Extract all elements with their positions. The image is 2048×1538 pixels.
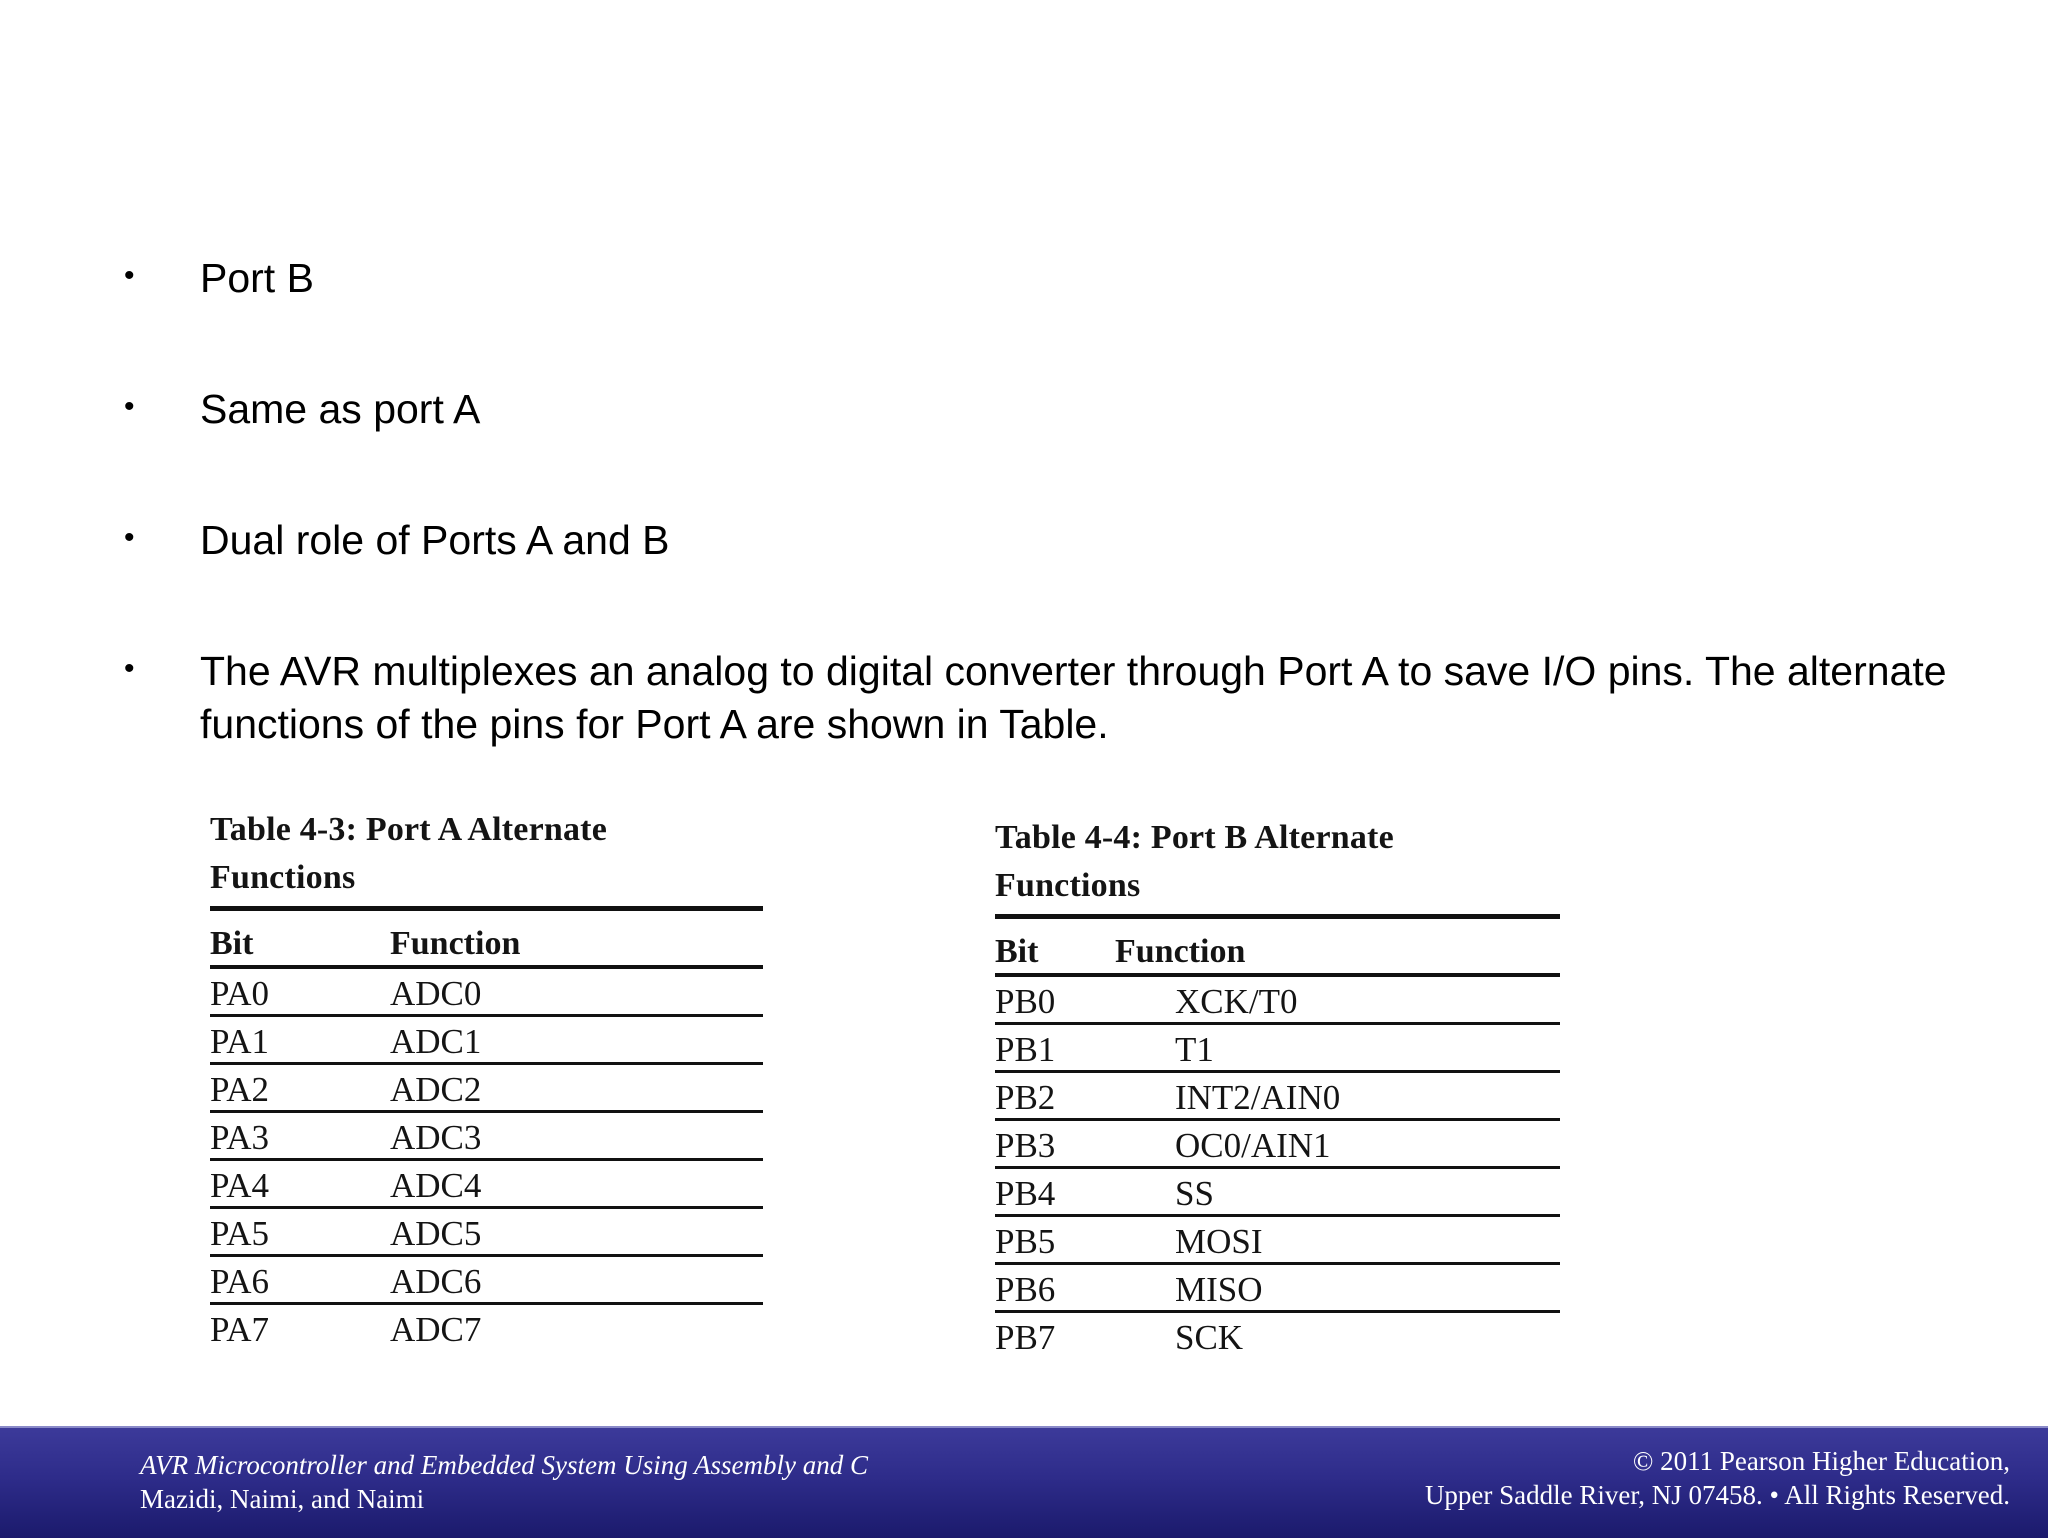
port-a-alternate-functions-table bbox=[210, 806, 763, 1350]
cell-bit: PB6 bbox=[995, 1270, 1056, 1309]
table-row bbox=[995, 1073, 1560, 1121]
table-row bbox=[995, 1217, 1560, 1265]
table-row bbox=[995, 1313, 1560, 1358]
bullet-item bbox=[120, 383, 1980, 436]
table-row bbox=[995, 977, 1560, 1025]
table-title-line2: Functions bbox=[210, 859, 356, 896]
header-bit: Bit bbox=[995, 933, 1039, 970]
bullet-marker: • bbox=[124, 390, 135, 423]
table-row bbox=[210, 969, 763, 1017]
bullet-marker: • bbox=[124, 521, 135, 554]
table-row bbox=[210, 1113, 763, 1161]
cell-bit: PB5 bbox=[995, 1222, 1056, 1261]
cell-bit: PA2 bbox=[210, 1070, 270, 1109]
bullet-text: Port B bbox=[200, 255, 314, 301]
cell-function: MISO bbox=[1175, 1270, 1263, 1309]
cell-function: ADC4 bbox=[390, 1166, 482, 1205]
table-title-line1: Table 4-3: Port A Alternate bbox=[210, 811, 607, 848]
bullet-list bbox=[120, 252, 1980, 829]
table-row bbox=[995, 1121, 1560, 1169]
footer-copyright-line2: Upper Saddle River, NJ 07458. • All Rights Reserved. bbox=[1424, 1480, 2010, 1510]
bullet-item bbox=[120, 252, 1980, 305]
port-b-alternate-functions-table bbox=[995, 814, 1560, 1358]
cell-bit: PA4 bbox=[210, 1166, 270, 1205]
cell-function: INT2/AIN0 bbox=[1175, 1078, 1341, 1117]
table-body bbox=[210, 969, 763, 1350]
cell-function: ADC2 bbox=[390, 1070, 482, 1109]
cell-function: XCK/T0 bbox=[1175, 982, 1298, 1021]
table-row bbox=[210, 1257, 763, 1305]
cell-bit: PB7 bbox=[995, 1318, 1056, 1357]
table-body bbox=[995, 977, 1560, 1358]
cell-bit: PB0 bbox=[995, 982, 1056, 1021]
cell-function: ADC5 bbox=[390, 1214, 482, 1253]
bullet-marker: • bbox=[124, 259, 135, 292]
cell-function: T1 bbox=[1175, 1030, 1214, 1069]
table-header-row bbox=[210, 911, 763, 969]
cell-function: ADC3 bbox=[390, 1118, 482, 1157]
table-title-line1: Table 4-4: Port B Alternate bbox=[995, 819, 1394, 856]
bullet-item bbox=[120, 645, 1980, 751]
cell-bit: PB2 bbox=[995, 1078, 1056, 1117]
bullet-text: Dual role of Ports A and B bbox=[200, 517, 670, 563]
cell-function: ADC1 bbox=[390, 1022, 482, 1061]
cell-bit: PA1 bbox=[210, 1022, 270, 1061]
bullet-text: Same as port A bbox=[200, 386, 481, 432]
footer-copyright-line1: © 2011 Pearson Higher Education, bbox=[1632, 1446, 2010, 1476]
cell-function: SCK bbox=[1175, 1318, 1244, 1357]
table-row bbox=[210, 1065, 763, 1113]
slide-footer bbox=[0, 1426, 2048, 1538]
table-row bbox=[210, 1209, 763, 1257]
cell-function: ADC0 bbox=[390, 974, 482, 1013]
cell-bit: PA0 bbox=[210, 974, 270, 1013]
cell-bit: PA3 bbox=[210, 1118, 270, 1157]
footer-copyright bbox=[1425, 1444, 2010, 1512]
table-row bbox=[210, 1305, 763, 1350]
header-function: Function bbox=[1115, 933, 1246, 970]
cell-bit: PB3 bbox=[995, 1126, 1056, 1165]
cell-bit: PB4 bbox=[995, 1174, 1056, 1213]
cell-function: SS bbox=[1175, 1174, 1214, 1213]
table-row bbox=[210, 1017, 763, 1065]
bullet-marker: • bbox=[124, 652, 135, 685]
cell-function: MOSI bbox=[1175, 1222, 1263, 1261]
bullet-text: The AVR multiplexes an analog to digital converter through Port A to save I/O pins. The alternate functions of the pins for Port A are shown in Table. bbox=[200, 648, 1947, 747]
cell-function: ADC7 bbox=[390, 1310, 482, 1349]
cell-function: OC0/AIN1 bbox=[1175, 1126, 1331, 1165]
table-row bbox=[995, 1265, 1560, 1313]
footer-authors: Mazidi, Naimi, and Naimi bbox=[140, 1484, 425, 1514]
bullet-item bbox=[120, 514, 1980, 567]
table-row bbox=[995, 1169, 1560, 1217]
table-row bbox=[210, 1161, 763, 1209]
cell-bit: PA7 bbox=[210, 1310, 270, 1349]
cell-bit: PA5 bbox=[210, 1214, 270, 1253]
table-title-line2: Functions bbox=[995, 867, 1141, 904]
header-function: Function bbox=[390, 925, 521, 962]
cell-function: ADC6 bbox=[390, 1262, 482, 1301]
footer-book-title: AVR Microcontroller and Embedded System Using Assembly and C bbox=[140, 1450, 869, 1480]
footer-book-info bbox=[140, 1448, 868, 1516]
header-bit: Bit bbox=[210, 925, 254, 962]
cell-bit: PB1 bbox=[995, 1030, 1056, 1069]
table-title bbox=[995, 814, 1560, 912]
table-row bbox=[995, 1025, 1560, 1073]
table-header-row bbox=[995, 919, 1560, 977]
cell-bit: PA6 bbox=[210, 1262, 270, 1301]
table-title bbox=[210, 806, 763, 904]
